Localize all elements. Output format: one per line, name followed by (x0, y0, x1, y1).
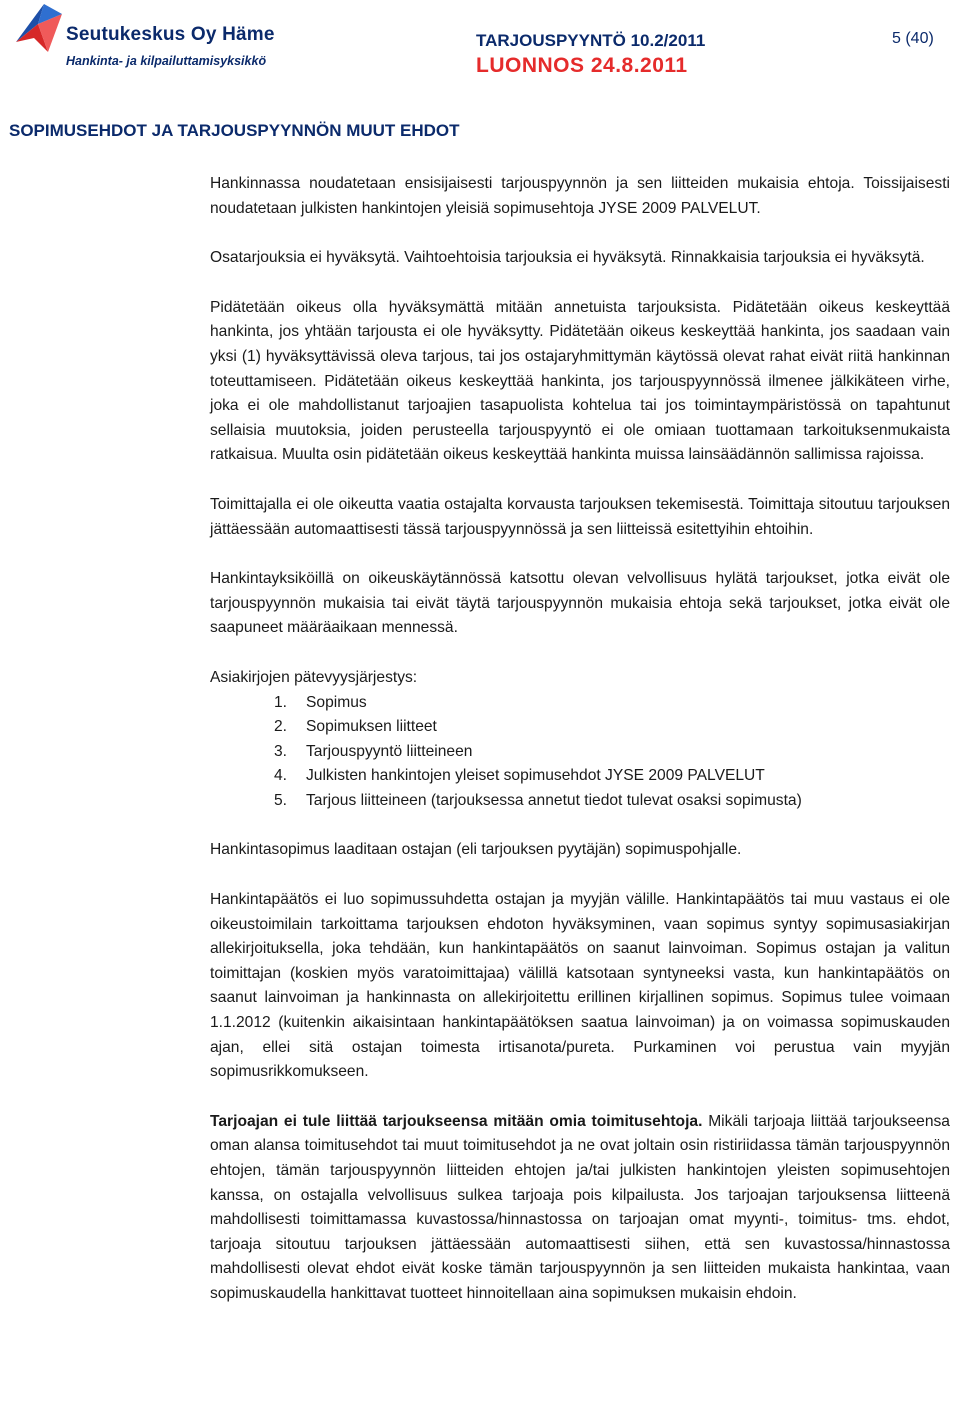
paragraph-delivery-terms (210, 1110, 950, 1307)
list-item: 5. Tarjous liitteineen (tarjouksessa annetut tiedot tulevat osaksi sopimusta) (274, 791, 802, 809)
list-item: 4. Julkisten hankintojen yleiset sopimusehdot JYSE 2009 PALVELUT (274, 767, 765, 785)
paragraph-applicable-terms: Hankinnassa noudatetaan ensisijaisesti tarjouspyynnön ja sen liitteiden mukaisia ehtoja. Toissijaisesti noudatetaan julkisten hankintojen yleisiä sopimusehtoja JYSE 2009 PALVELUT. (210, 175, 950, 217)
paragraph-procurement-decision: Hankintapäätös ei luo sopimussuhdetta ostajan ja myyjän välille. Hankintapäätös tai muu vastaus ei ole oikeustoimilain tarkoittama tarjouksen ehdoton hyväksyminen, vaan sopimus syntyy sopimusasiakirjan allekirjoituksella, joka tehdään, kun hankintapäätös on saanut lainvoiman. Sopimus ostajan ja valitun toimittajan (koskien myös varatoimittajaa) välillä katsotaan syntyneeksi vasta, kun hankintapäätös on saanut lainvoiman ja hankinnasta on allekirjoitettu erillinen kirjallinen sopimus. Sopimus tulee voimaan 1.1.2012 (kuitenkin aikaisintaan hankintapäätöksen saatua lainvoiman) ja on voimassa sopimuskauden ajan, ellei sitä ostajan toimesta irtisanota/pureta. Purkaminen voi perustua vain myyjän sopimusrikkomukseen. (210, 891, 950, 1081)
page-header (0, 0, 960, 90)
draft-label: LUONNOS 24.8.2011 (476, 54, 688, 77)
document-order-list (210, 691, 950, 814)
list-item: 1. Sopimus (274, 693, 367, 711)
list-item: 3. Tarjouspyyntö liitteineen (274, 742, 473, 760)
page-number: 5 (40) (892, 30, 934, 47)
section-title: SOPIMUSEHDOT JA TARJOUSPYYNNÖN MUUT EHDOT (9, 121, 460, 140)
document-title: TARJOUSPYYNTÖ 10.2/2011 (476, 31, 706, 50)
delivery-terms-text: Mikäli tarjoaja liittää tarjoukseensa oman alansa toimitusehdot tai muut toimitusehdot ja ne ovat joltain osin ristiriidassa tämän tarjouspyynnön ehtojen, tämän tarjouspyynnön liitteiden ehtojen ja/tai julkisten hankintojen yleisten sopimusehtojen kanssa, on ostajalla velvollisuus sulkea tarjoaja pois kilpailusta. Jos tarjoajan tarjouksensa liitteenä mahdollisesti toimittamassa kuvastossa/hinnastossa on tarjoajan omat myynti-, toimitus- tms. ehdot, tarjoaja sitoutuu tarjouksen jättäessään automaattisesti siihen, että sen kuvastossa/hinnastossa mahdollisesti olevat ehdot eivät koske tämän tarjouspyynnön ja sen liitteiden mukaista hankintaa, vaan sopimuskaudella hankittavat tuotteet hinnoitellaan aina sopimuksen mukaisin ehdoin. (210, 1112, 950, 1302)
document-body (210, 172, 950, 1332)
paragraph-contract-template: Hankintasopimus laaditaan ostajan (eli tarjouksen pyytäjän) sopimuspohjalle. (210, 841, 742, 859)
paragraph-reservations: Pidätetään oikeus olla hyväksymättä mitään annetuista tarjouksista. Pidätetään oikeus keskeyttää hankinta, jos yhtään tarjousta ei ole hyväksytty. Pidätetään oikeus keskeyttää hankinta, jos saadaan vain yksi (1) hyväksyttävissä oleva tarjous, tai jos ostajaryhmittymän käytössä olevat rahat eivät riitä hankinnan toteuttamiseen. Pidätetään oikeus keskeyttää hankinta, jos tarjouspyynnössä ilmenee jälkikäteen virhe, joka ei ole mahdollistanut tarjoajien tasapuolista kohtelua tai jos toimintaympäristössä on tapahtunut sellaisia muutoksia, joiden perusteella tarjouspyyntö ei ole omiaan tuottamaan tarkoituksenmukaista ratkaisua. Muulta osin pidätetään oikeus keskeyttää hankinta muissa lainsäädännön sallimissa rajoissa. (210, 298, 950, 464)
document-order-title: Asiakirjojen pätevyysjärjestys: (210, 668, 418, 686)
delivery-terms-emphasis: Tarjoajan ei tule liittää tarjoukseensa mitään omia toimitusehtoja. (210, 1112, 703, 1130)
paragraph-partial-offers: Osatarjouksia ei hyväksytä. Vaihtoehtoisia tarjouksia ei hyväksytä. Rinnakkaisia tarjouksia ei hyväksytä. (210, 249, 925, 267)
paragraph-rejection-duty: Hankintayksiköillä on oikeuskäytännössä katsottu olevan velvollisuus hylätä tarjoukset, jotka eivät ole tarjouspyynnön mukaisia tai eivät täytä tarjouspyynnön mukaisia ehtoja sekä tarjoukset, jotka eivät ole saapuneet määräaikaan mennessä. (210, 570, 950, 637)
bird-logo-icon (14, 2, 64, 52)
paragraph-no-compensation: Toimittajalla ei ole oikeutta vaatia ostajalta korvausta tarjouksen tekemisestä. Toimittaja sitoutuu tarjouksen jättäessään automaattisesti tässä tarjouspyynnössä ja sen liitteissä esitettyihin ehtoihin. (210, 495, 950, 538)
list-item: 2. Sopimuksen liitteet (274, 718, 437, 736)
organization-unit: Hankinta- ja kilpailuttamisyksikkö (66, 54, 267, 68)
organization-name: Seutukeskus Oy Häme (66, 24, 275, 45)
